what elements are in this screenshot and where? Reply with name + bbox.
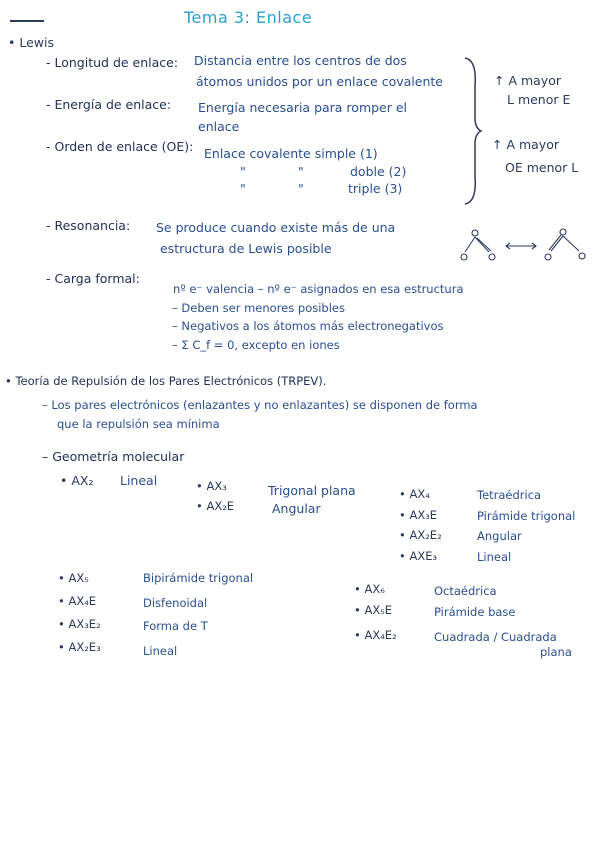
geo-ax2e2-shape: Angular — [477, 529, 522, 543]
geo-ax3-shape: Trigonal plana — [268, 483, 356, 498]
energia-line2: enlace — [198, 119, 240, 134]
geo-ax3e2: • AX₃E₂ — [58, 617, 101, 631]
geo-ax5-formula: AX₅ — [68, 571, 89, 585]
carga-item-3-text: Σ C_f = 0, excepto en iones — [181, 338, 340, 352]
carga-item-1: – Deben ser menores posibles — [172, 301, 345, 315]
geo-ax5e-formula: AX₅E — [364, 603, 393, 617]
geo-ax4: • AX₄ — [399, 487, 430, 501]
geo-axe3-shape: Lineal — [477, 550, 512, 564]
geo-axe3-formula: AXE₃ — [409, 549, 438, 563]
orden-row2-ditto2: " — [298, 164, 304, 179]
geo-axe3: • AXE₃ — [399, 549, 438, 563]
longitud-line2: átomos unidos por un enlace covalente — [196, 74, 443, 89]
orden-row1: Enlace covalente simple (1) — [204, 146, 378, 161]
side-note1-line2: L menor E — [507, 92, 571, 107]
orden-label: - Orden de enlace (OE): — [46, 139, 194, 154]
geo-ax2e2-formula: AX₂E₂ — [409, 528, 442, 542]
geo-ax4-shape: Tetraédrica — [477, 488, 542, 502]
geometria-label-text: Geometría molecular — [52, 449, 185, 464]
geo-ax5: • AX₅ — [58, 571, 89, 585]
geo-ax6: • AX₆ — [354, 582, 385, 596]
trpev-heading: • Teoría de Repulsión de los Pares Electrónicos (TRPEV). — [5, 374, 327, 388]
geo-ax4e-shape: Disfenoidal — [143, 596, 208, 610]
geo-ax2e: • AX₂E — [196, 499, 235, 513]
longitud-line1: Distancia entre los centros de dos — [194, 53, 407, 68]
geo-ax3e2-shape: Forma de T — [143, 619, 208, 633]
geo-ax2: • AX₂ — [60, 473, 94, 488]
top-rule — [10, 20, 44, 22]
geo-ax5e: • AX₅E — [354, 603, 393, 617]
right-brace — [463, 56, 483, 206]
geo-ax5-shape: Bipirámide trigonal — [143, 571, 254, 585]
lewis-heading: • Lewis — [8, 35, 55, 50]
geo-ax4-formula: AX₄ — [409, 487, 430, 501]
trpev-heading-text: Teoría de Repulsión de los Pares Electrónicos (TRPEV). — [15, 374, 327, 388]
carga-item-2: – Negativos a los átomos más electronegativos — [172, 319, 444, 333]
carga-label-text: Carga formal: — [54, 271, 140, 286]
orden-row2: doble (2) — [350, 164, 407, 179]
orden-label-text: Orden de enlace (OE): — [54, 139, 194, 154]
geo-ax4e2: • AX₄E₂ — [354, 628, 397, 642]
resonance-structures-sketch — [455, 224, 595, 279]
orden-row3-ditto2: " — [298, 181, 304, 196]
geo-ax3e-shape: Pirámide trigonal — [477, 509, 576, 523]
geo-ax3e: • AX₃E — [399, 508, 438, 522]
carga-item-1-text: Deben ser menores posibles — [181, 301, 345, 315]
geo-ax2e3-formula: AX₂E₃ — [68, 640, 101, 654]
energia-label: - Energía de enlace: — [46, 97, 172, 112]
energia-label-text: Energía de enlace: — [54, 97, 172, 112]
orden-row3-ditto1: " — [240, 181, 246, 196]
carga-item-2-text: Negativos a los átomos más electronegativos — [181, 319, 444, 333]
energia-line1: Energía necesaria para romper el — [198, 100, 408, 115]
side-note1-line1: ↑ A mayor — [494, 73, 561, 88]
geo-ax2e-shape: Angular — [272, 501, 321, 516]
resonancia-line1: Se produce cuando existe más de una — [156, 220, 396, 235]
geo-ax3e-formula: AX₃E — [409, 508, 438, 522]
geo-ax5e-shape: Pirámide base — [434, 605, 516, 619]
orden-row3: triple (3) — [348, 181, 403, 196]
longitud-label-text: Longitud de enlace: — [54, 55, 179, 70]
trpev-desc-line2: que la repulsión sea mínima — [57, 417, 220, 431]
geo-ax3e2-formula: AX₃E₂ — [68, 617, 101, 631]
geo-ax3-formula: AX₃ — [206, 479, 227, 493]
geo-ax2e2: • AX₂E₂ — [399, 528, 442, 542]
carga-formula: nº e⁻ valencia – nº e⁻ asignados en esa estructura — [173, 282, 464, 296]
resonancia-label: - Resonancia: — [46, 218, 131, 233]
carga-item-3: – Σ C_f = 0, excepto en iones — [172, 338, 340, 352]
geo-ax2e3: • AX₂E₃ — [58, 640, 101, 654]
carga-label: - Carga formal: — [46, 271, 140, 286]
geo-ax4e2-shape-cont: plana — [540, 645, 572, 659]
trpev-desc-line1-text: Los pares electrónicos (enlazantes y no enlazantes) se disponen de forma — [51, 398, 478, 412]
page-title: Tema 3: Enlace — [184, 8, 313, 27]
geometria-label: – Geometría molecular — [42, 449, 185, 464]
geo-ax6-formula: AX₆ — [364, 582, 385, 596]
geo-ax4e2-formula: AX₄E₂ — [364, 628, 397, 642]
geo-ax3: • AX₃ — [196, 479, 227, 493]
resonancia-label-text: Resonancia: — [54, 218, 131, 233]
side-note2-line1: ↑ A mayor — [492, 137, 559, 152]
geo-ax2e-formula: AX₂E — [206, 499, 235, 513]
geo-ax4e: • AX₄E — [58, 594, 97, 608]
geo-ax2e3-shape: Lineal — [143, 644, 178, 658]
longitud-label: - Longitud de enlace: — [46, 55, 179, 70]
geo-ax4e-formula: AX₄E — [68, 594, 97, 608]
geo-ax2-formula: AX₂ — [71, 473, 94, 488]
geo-ax2-shape: Lineal — [120, 473, 158, 488]
geo-ax6-shape: Octaédrica — [434, 584, 497, 598]
resonancia-line2: estructura de Lewis posible — [160, 241, 332, 256]
side-note2-line2: OE menor L — [505, 160, 579, 175]
orden-row2-ditto1: " — [240, 164, 246, 179]
geo-ax4e2-shape: Cuadrada / Cuadrada — [434, 630, 557, 644]
trpev-desc-line1: – Los pares electrónicos (enlazantes y no enlazantes) se disponen de forma — [42, 398, 478, 412]
lewis-heading-text: Lewis — [19, 35, 55, 50]
